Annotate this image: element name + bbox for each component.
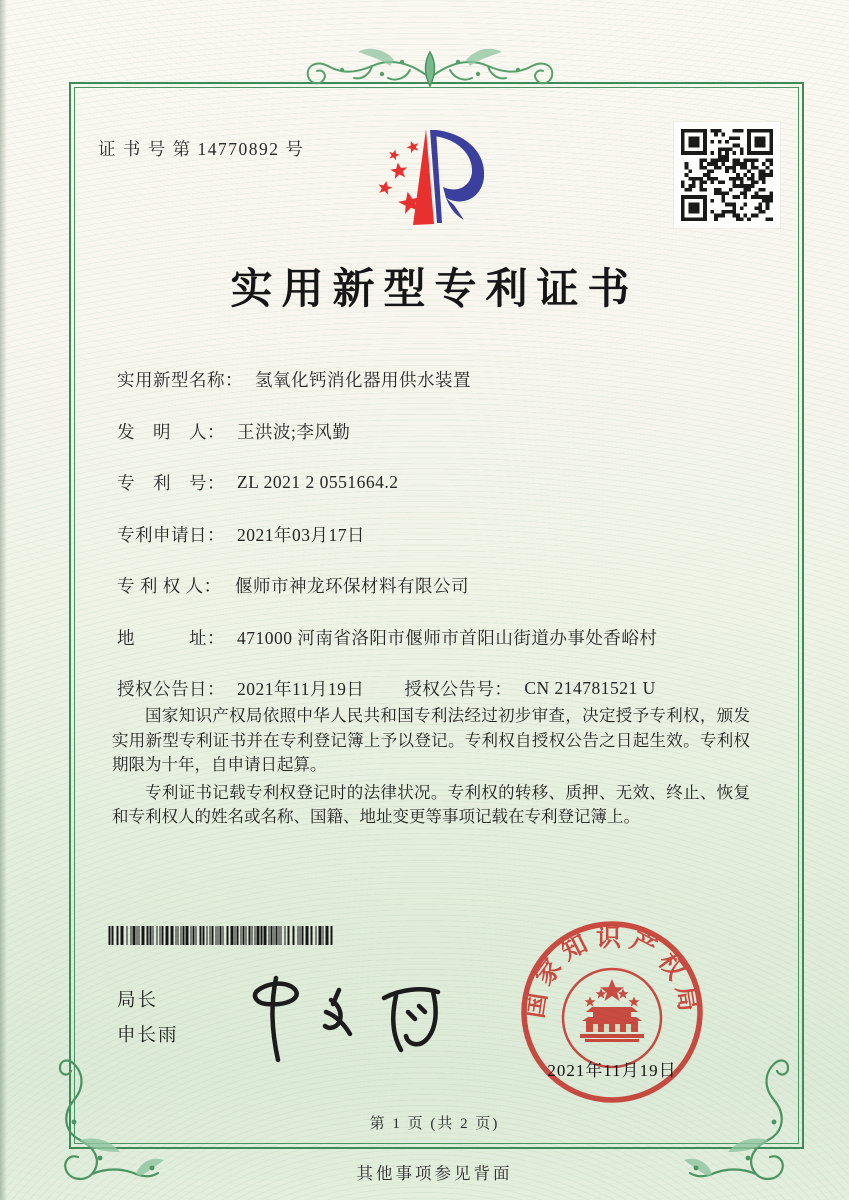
- field-value: 偃师市神龙环保材料有限公司: [235, 576, 469, 597]
- back-side-note: 其他事项参见背面: [356, 1164, 513, 1183]
- legal-paragraph-2: 专利证书记载专利权登记时的法律状况。专利权的转移、质押、无效、终止、恢复和专利权人的姓名或名称、国籍、地址变更等事项记载在专利登记簿上。: [112, 782, 750, 827]
- field-row-filing-date: [117, 509, 757, 561]
- officer-name: 申长雨: [117, 1026, 179, 1046]
- cnipa-seal: [512, 912, 712, 1112]
- field-label: 地 址：: [117, 627, 225, 648]
- barcode: [107, 926, 335, 945]
- certificate-title: 实用新型专利证书: [230, 267, 639, 313]
- cnipa-logo-icon: [366, 124, 502, 234]
- field-row-patent-no: [117, 457, 757, 509]
- certificate-number: 证 书 号 第 14770892 号: [98, 139, 305, 159]
- field-row-patent-name: [117, 354, 757, 406]
- field-label: 专 利 权 人：: [117, 576, 222, 597]
- grant-no-label: 授权公告号：: [404, 679, 513, 700]
- field-row-address: [117, 612, 757, 664]
- field-value: 2021年03月17日: [237, 524, 365, 545]
- field-value: 王洪波;李风勤: [237, 421, 351, 442]
- legal-text: [112, 704, 750, 833]
- field-label: 专利申请日：: [117, 524, 225, 545]
- director-signature: [236, 968, 471, 1068]
- qr-code: [674, 122, 780, 228]
- seal-text: 国家知识产权局: [521, 924, 703, 1021]
- certificate-fields: [117, 354, 757, 715]
- field-value: ZL 2021 2 0551664.2: [237, 472, 399, 493]
- svg-text:国家知识产权局: [521, 924, 704, 1020]
- field-value: 2021年11月19日: [237, 679, 365, 700]
- field-value: 471000 河南省洛阳市偃师市首阳山街道办事处香峪村: [237, 627, 658, 648]
- field-label: 专 利 号：: [117, 473, 225, 494]
- field-label: 授权公告日：: [117, 679, 225, 700]
- field-label: 发 明 人：: [117, 421, 225, 442]
- grant-no-value: CN 214781521 U: [524, 678, 656, 699]
- field-value: 氢氧化钙消化器用供水装置: [255, 370, 471, 391]
- top-border-ornament: [298, 44, 562, 102]
- field-label: 实用新型名称：: [117, 370, 243, 391]
- officer-title: 局长: [117, 991, 159, 1011]
- page-number: 第 1 页 (共 2 页): [369, 1116, 500, 1132]
- field-row-inventor: [117, 406, 757, 458]
- legal-paragraph-1: 国家知识产权局依照中华人民共和国专利法经过初步审查，决定授予专利权，颁发实用新型专利证书并在专利登记簿上予以登记。专利权自授权公告之日起生效。专利权期限为十年，自申请日起算。: [112, 706, 750, 775]
- seal-date: 2021年11月19日: [547, 1061, 677, 1080]
- officer-block: [117, 986, 179, 1056]
- field-row-patentee: [117, 560, 757, 612]
